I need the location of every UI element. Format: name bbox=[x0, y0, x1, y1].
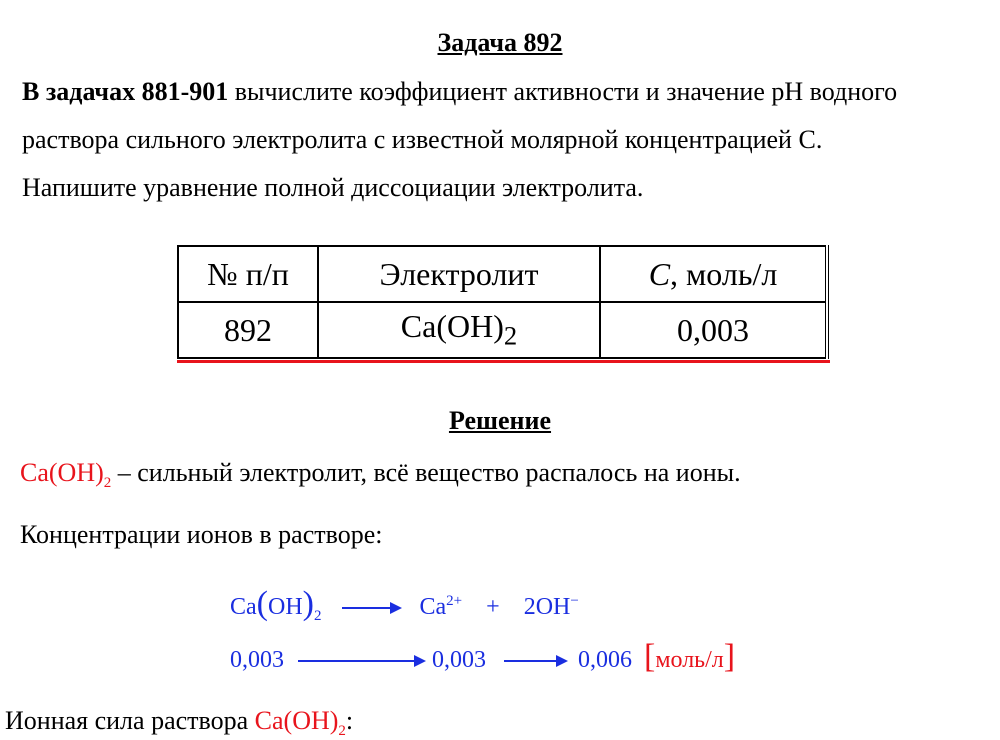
plus-sign: + bbox=[486, 594, 500, 620]
table-underline bbox=[177, 360, 830, 363]
data-table bbox=[177, 245, 829, 359]
dissociation-statement bbox=[20, 458, 741, 492]
task-line-1-text: вычислите коэффициент активности и значение pH водного bbox=[228, 77, 898, 106]
reactant-subscript: 2 bbox=[314, 607, 322, 624]
header-concentration bbox=[600, 246, 827, 302]
conc-symbol: C bbox=[648, 255, 671, 292]
conc-product-ca: 0,003 bbox=[432, 647, 486, 673]
table-header-row bbox=[178, 246, 827, 302]
statement-text: – сильный электролит, всё вещество распалось на ионы. bbox=[111, 458, 741, 487]
task-statement bbox=[22, 68, 980, 212]
conc-unit: , моль/л bbox=[670, 255, 778, 292]
product-ca: Ca bbox=[419, 594, 447, 620]
conc-arrow-2 bbox=[504, 660, 566, 662]
table-row bbox=[178, 302, 827, 358]
reaction-arrow bbox=[342, 607, 400, 609]
task-line-3: Напишите уравнение полной диссоциации электролита. bbox=[22, 173, 644, 202]
task-line-2: раствора сильного электролита с известной молярной концентрацией С. bbox=[22, 125, 823, 154]
electrolyte-formula: Ca(OH) bbox=[400, 308, 504, 345]
ionic-strength-colon: : bbox=[345, 706, 354, 735]
task-title: Задача 892 bbox=[437, 28, 563, 57]
product-oh-charge: − bbox=[570, 593, 579, 609]
ionic-strength-label bbox=[5, 706, 353, 740]
task-range: В задачах 881-901 bbox=[22, 77, 229, 106]
ions-label: Концентрации ионов в растворе: bbox=[20, 520, 383, 549]
cell-electrolyte bbox=[318, 302, 600, 358]
conc-product-oh: 0,006 bbox=[578, 647, 632, 673]
conc-unit-label: [моль/л] bbox=[644, 638, 736, 675]
header-electrolyte: Электролит bbox=[318, 246, 600, 302]
product-oh: 2OH bbox=[523, 594, 571, 620]
cell-concentration: 0,003 bbox=[600, 302, 827, 358]
ionic-strength-text: Ионная сила раствора bbox=[5, 706, 255, 735]
statement-formula: $Ca(OH)_2$ bbox=[20, 458, 112, 492]
dissociation-equation: $Ca(OH)_2$ $Ca^{2+} + 2OH^-$ bbox=[230, 585, 579, 624]
conc-arrow-1 bbox=[298, 660, 424, 662]
electrolyte-subscript: 2 bbox=[503, 320, 518, 351]
concentration-equation bbox=[230, 638, 735, 676]
reactant-ca: Ca bbox=[230, 594, 257, 620]
ionic-strength-formula: $Ca(OH)_2$ bbox=[254, 706, 346, 740]
solution-heading: Решение bbox=[448, 406, 552, 435]
task-line-1 bbox=[22, 68, 980, 116]
conc-reactant: 0,003 bbox=[230, 647, 284, 673]
cell-num: 892 bbox=[178, 302, 318, 358]
reactant-oh: OH bbox=[268, 594, 303, 620]
product-ca-charge: 2+ bbox=[446, 593, 463, 609]
header-num: № п/п bbox=[178, 246, 318, 302]
